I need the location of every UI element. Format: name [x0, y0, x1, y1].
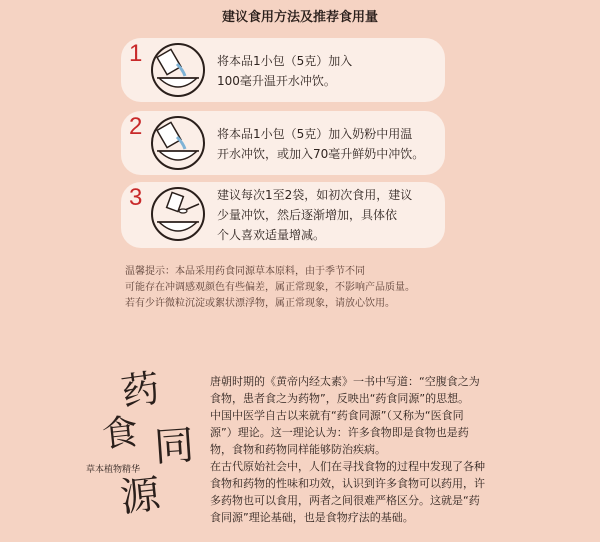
logo-char: 食: [99, 411, 141, 457]
logo-subtitle: 草本植物精华: [86, 465, 141, 475]
article-line: 唐朝时期的《黄帝内经太素》一书中写道：“空腹食之为: [210, 375, 480, 388]
step-number: 1: [129, 40, 143, 67]
step-text-line: 个人喜欢适量增减。: [217, 228, 326, 242]
article-line: 食物和药物的性味和功效，认识到许多食物可以药用，许: [210, 477, 485, 490]
step-text-line: 少量冲饮，然后逐渐增加，具体依: [217, 208, 398, 222]
step-text-line: 将本品1小包（5克）加入奶粉中用温: [217, 127, 413, 141]
spoon-and-bowl-icon: [147, 186, 209, 242]
article-line: 多药物也可以食用，两者之间很难严格区分。这就是“药: [210, 494, 480, 507]
yaoshi-tongyuan-calligraphy-logo: [84, 364, 204, 524]
packet-pour-into-bowl-icon: [147, 115, 209, 171]
logo-char: 药: [118, 365, 163, 415]
step-text-line: 将本品1小包（5克）加入: [217, 54, 353, 68]
article-line: 食同源”理论基础，也是食物疗法的基础。: [210, 511, 414, 524]
step-text-line: 建议每次1至2袋，如初次食用，建议: [217, 188, 413, 202]
article-line: 物，食物和药物同样能够防治疾病。: [210, 443, 386, 456]
step-text-line: 开水冲饮，或加入70毫升鲜奶中冲饮。: [217, 147, 425, 161]
tips-line: 可能存在冲调感观颜色有些偏差，属正常现象，不影响产品质量。: [125, 282, 415, 293]
logo-char: 源: [117, 471, 163, 522]
tips-note: [125, 264, 465, 312]
article-line: 源”）理论。这一理论认为：许多食物即是食物也是药: [210, 426, 469, 439]
tips-line: 温馨提示：本品采用药食同源草本原料，由于季节不同: [125, 266, 365, 277]
step-text-line: 100毫升温开水冲饮。: [217, 74, 336, 88]
step-card-1: [121, 38, 445, 102]
article-line: 中国中医学自古以来就有“药食同源”（又称为“医食同: [210, 409, 464, 422]
step-number: 3: [129, 184, 143, 211]
step-number: 2: [129, 113, 143, 140]
tips-line: 若有少许微粒沉淀或絮状漂浮物，属正常现象，请放心饮用。: [125, 298, 395, 309]
step-card-3: [121, 182, 445, 248]
logo-char: 同: [152, 422, 196, 471]
packet-pour-into-bowl-icon: [147, 42, 209, 98]
page-title: 建议食用方法及推荐食用量: [221, 10, 378, 25]
article-line: 在古代原始社会中，人们在寻找食物的过程中发现了各种: [210, 460, 485, 473]
article-line: 食物，患者食之为药物”，反映出“药食同源”的思想。: [210, 392, 470, 405]
step-card-2: [121, 111, 445, 175]
article-text: [210, 373, 530, 526]
